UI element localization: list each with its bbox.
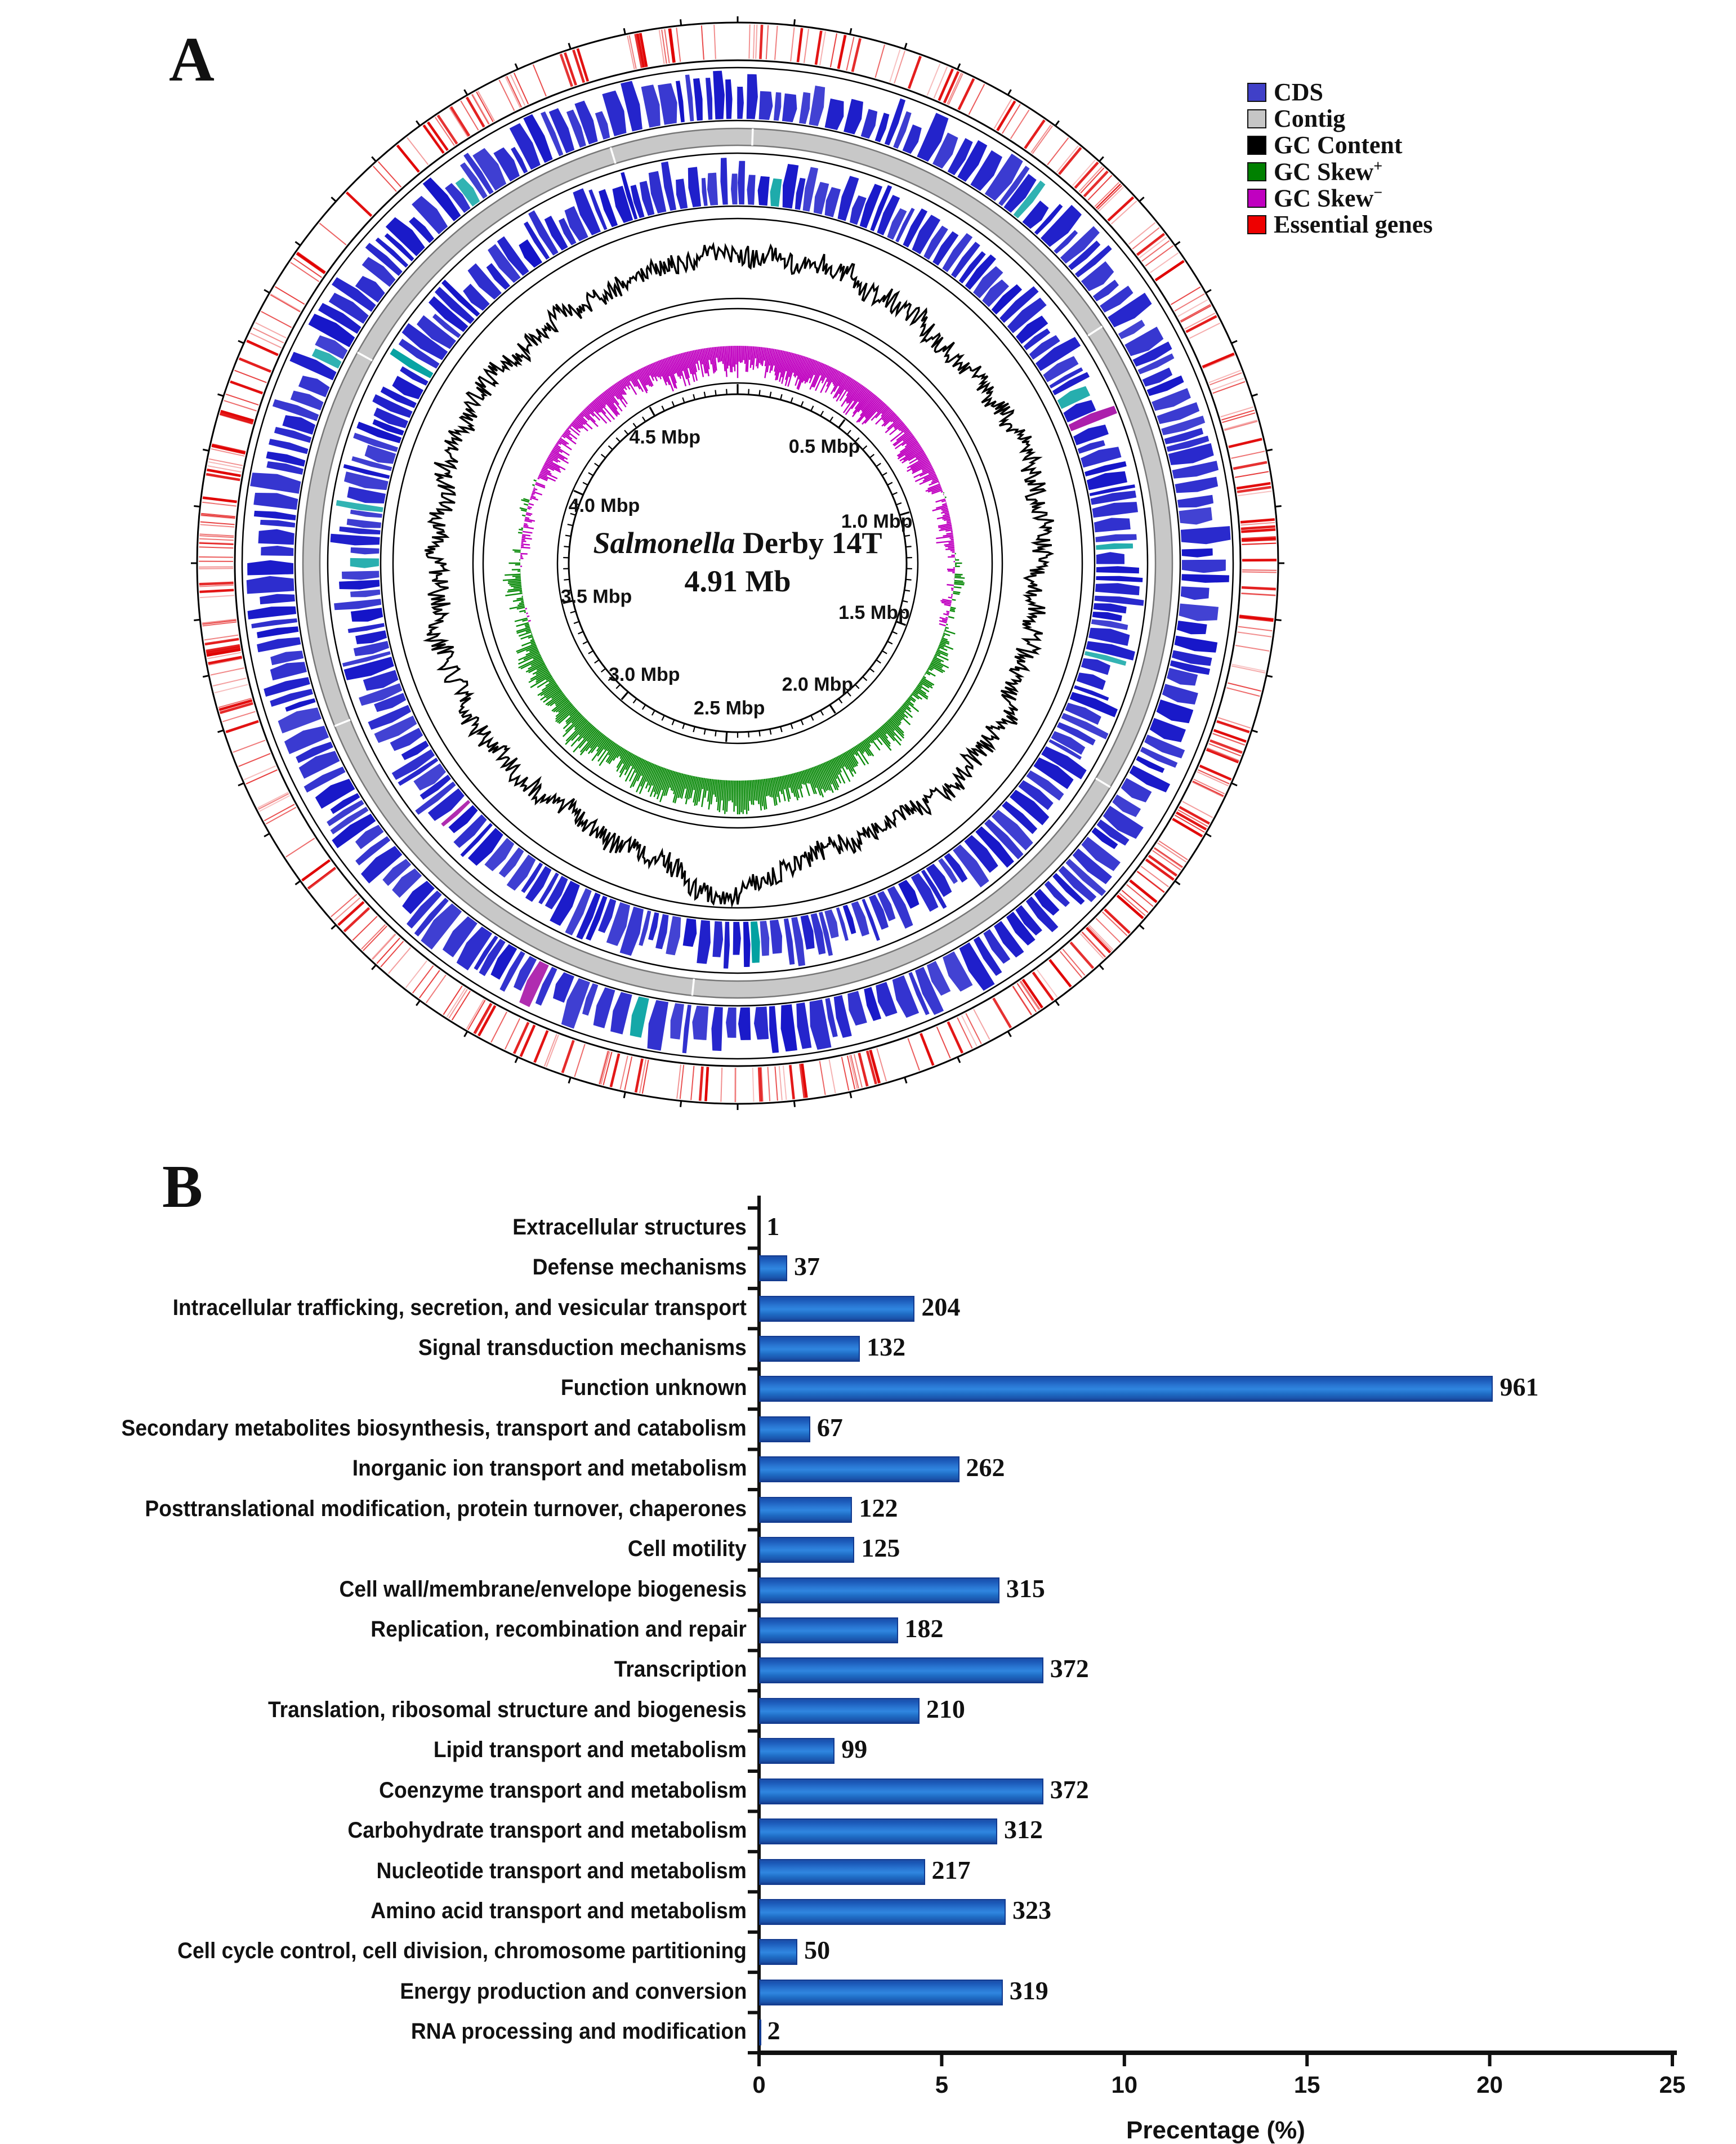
x-tick-label: 10 xyxy=(1094,2073,1155,2097)
bar xyxy=(759,1980,1003,2005)
bar-value-label: 2 xyxy=(767,2018,780,2044)
bar xyxy=(759,1779,1043,1804)
category-label: Lipid transport and metabolism xyxy=(434,1739,747,1761)
category-label: Transcription xyxy=(614,1658,747,1681)
bar xyxy=(759,2020,761,2045)
x-tick-label: 25 xyxy=(1641,2073,1703,2097)
bar-value-label: 312 xyxy=(1004,1817,1043,1843)
category-label: Inorganic ion transport and metabolism xyxy=(352,1457,747,1479)
bar-value-label: 323 xyxy=(1012,1897,1051,1923)
bar-value-label: 372 xyxy=(1050,1656,1089,1682)
category-label: Signal transduction mechanisms xyxy=(418,1336,747,1359)
legend-item-cds xyxy=(1247,79,1489,105)
category-label: Cell wall/membrane/envelope biogenesis xyxy=(339,1578,747,1601)
legend-item-gc-content xyxy=(1247,132,1489,158)
coordinate-label: 3.0 Mbp xyxy=(609,664,680,685)
bar-value-label: 217 xyxy=(932,1857,971,1883)
category-label: Posttranslational modification, protein turnover, chaperones xyxy=(145,1497,747,1520)
essential-genes-color-swatch xyxy=(1247,215,1266,234)
bar xyxy=(759,1698,920,1724)
bar-value-label: 372 xyxy=(1050,1777,1089,1803)
panel-b-cog-bar-chart xyxy=(0,1126,1736,2136)
legend-item-gc-skew-neg xyxy=(1247,185,1489,211)
bar-value-label: 122 xyxy=(859,1495,898,1521)
bar-value-label: 210 xyxy=(926,1696,965,1722)
x-tick-label: 20 xyxy=(1459,2073,1521,2097)
category-label: Defense mechanisms xyxy=(533,1256,747,1278)
coordinate-label: 3.5 Mbp xyxy=(561,586,632,608)
circular-genome-diagram xyxy=(186,11,1289,1115)
bar-value-label: 67 xyxy=(817,1415,843,1441)
bar xyxy=(759,1657,1043,1683)
panel-a-letter: A xyxy=(169,24,215,96)
bar xyxy=(759,1336,860,1362)
legend-label-gc-skew-neg: GC Skew− xyxy=(1274,185,1382,211)
legend xyxy=(1247,79,1489,238)
center-genome-size-label: 4.91 Mb xyxy=(685,564,791,598)
center-species-label: Salmonella Derby 14T xyxy=(593,526,882,560)
bar-value-label: 50 xyxy=(804,1937,830,1963)
bar-value-label: 262 xyxy=(966,1455,1005,1481)
bar xyxy=(759,1537,854,1563)
bar xyxy=(759,1577,999,1603)
bar xyxy=(759,1456,960,1482)
bar-value-label: 315 xyxy=(1006,1576,1045,1602)
category-label: Intracellular trafficking, secretion, and vesicular transport xyxy=(173,1296,747,1319)
bar xyxy=(759,1376,1493,1402)
coordinate-label: 1.5 Mbp xyxy=(838,602,910,623)
coordinate-label: 2.0 Mbp xyxy=(782,674,854,695)
category-label: Cell motility xyxy=(628,1537,747,1560)
bar-value-label: 125 xyxy=(861,1535,900,1561)
category-label: Cell cycle control, cell division, chromosome partitioning xyxy=(177,1940,747,1962)
panel-b-letter: B xyxy=(162,1152,203,1222)
bar xyxy=(759,1818,997,1844)
x-tick-label: 0 xyxy=(728,2073,790,2097)
bar-value-label: 961 xyxy=(1500,1374,1538,1400)
x-tick-label: 5 xyxy=(911,2073,972,2097)
legend-item-essential-genes xyxy=(1247,211,1489,238)
bar xyxy=(759,1416,810,1442)
bar xyxy=(759,1899,1006,1925)
legend-label-gc-skew-pos: GC Skew+ xyxy=(1274,159,1382,185)
bar xyxy=(759,1939,797,1965)
category-label: RNA processing and modification xyxy=(411,2020,747,2043)
coordinate-label: 2.5 Mbp xyxy=(694,698,765,719)
coordinate-label: 0.5 Mbp xyxy=(789,436,860,457)
bar xyxy=(759,1617,898,1643)
bar xyxy=(759,1255,787,1281)
category-label: Energy production and conversion xyxy=(400,1980,747,2003)
legend-label-essential-genes: Essential genes xyxy=(1274,212,1432,237)
gc-content-color-swatch xyxy=(1247,136,1266,155)
bar-value-label: 204 xyxy=(921,1294,960,1320)
bar xyxy=(759,1859,925,1885)
category-label: Nucleotide transport and metabolism xyxy=(377,1860,747,1882)
category-label: Coenzyme transport and metabolism xyxy=(379,1779,747,1802)
cds-reverse-ring xyxy=(328,153,1148,973)
bar-chart xyxy=(0,1126,1736,2136)
gc-skew-positive-color-swatch xyxy=(1247,162,1266,181)
bar-value-label: 319 xyxy=(1010,1978,1048,2004)
category-label: Secondary metabolites biosynthesis, transport and catabolism xyxy=(122,1417,747,1439)
legend-label-gc-content: GC Content xyxy=(1274,133,1403,158)
gc-skew-negative-color-swatch xyxy=(1247,189,1266,208)
legend-label-cds: CDS xyxy=(1274,80,1323,105)
x-tick-label: 15 xyxy=(1276,2073,1338,2097)
bar xyxy=(759,1497,852,1523)
bar xyxy=(759,1296,914,1322)
bar-value-label: 99 xyxy=(841,1736,867,1762)
category-label: Carbohydrate transport and metabolism xyxy=(347,1819,747,1842)
coordinate-label: 4.0 Mbp xyxy=(569,495,640,516)
cds-forward-ring xyxy=(242,68,1233,1059)
legend-label-contig: Contig xyxy=(1274,106,1345,131)
coordinate-label: 4.5 Mbp xyxy=(629,427,700,448)
category-label: Extracellular structures xyxy=(512,1216,747,1238)
contig-color-swatch xyxy=(1247,109,1266,128)
category-label: Amino acid transport and metabolism xyxy=(371,1900,747,1922)
legend-item-gc-skew-pos xyxy=(1247,158,1489,185)
legend-item-contig xyxy=(1247,105,1489,132)
x-axis-title: Precentage (%) xyxy=(759,2118,1672,2143)
bar-value-label: 132 xyxy=(867,1334,905,1360)
cds-color-swatch xyxy=(1247,83,1266,102)
bar-value-label: 182 xyxy=(905,1616,944,1642)
bar-value-label: 37 xyxy=(794,1254,820,1280)
bar-value-label: 1 xyxy=(766,1214,779,1240)
category-label: Translation, ribosomal structure and biogenesis xyxy=(268,1699,747,1721)
coordinate-label: 1.0 Mbp xyxy=(841,511,913,532)
category-label: Function unknown xyxy=(560,1376,747,1399)
category-label: Replication, recombination and repair xyxy=(371,1618,747,1641)
bar xyxy=(759,1738,834,1764)
